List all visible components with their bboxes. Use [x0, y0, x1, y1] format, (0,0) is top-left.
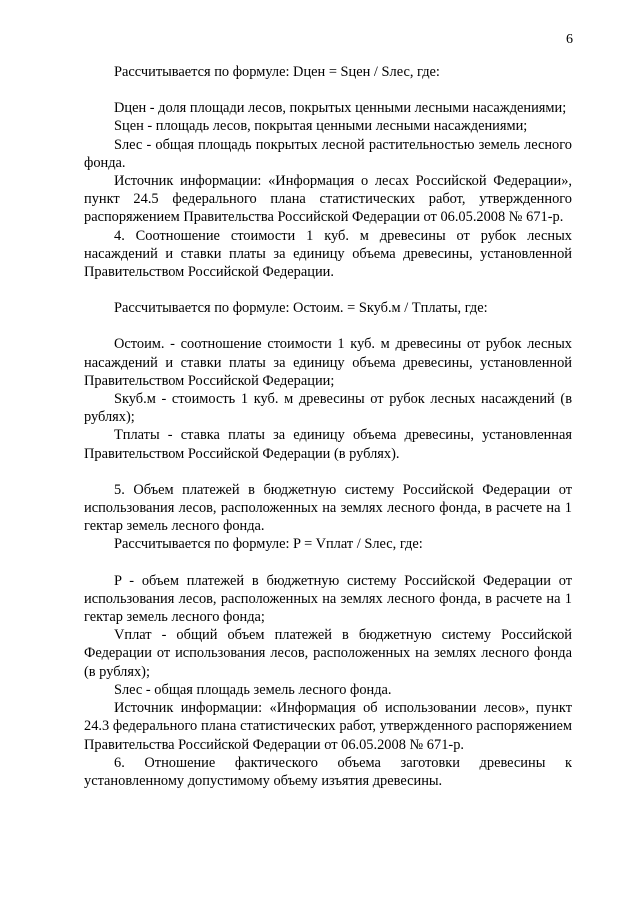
spacer: [84, 81, 572, 99]
page-number: 6: [566, 32, 573, 47]
definition: Sлес - общая площадь покрытых лесной растительностью земель лесного фонда.: [84, 136, 572, 171]
formula-line: Рассчитывается по формуле: Oстоим. = Sкуб.м / Tплаты, где:: [114, 300, 488, 317]
source-note: Источник информации: «Информация об использовании лесов», пункт 24.3 федерального плана статистических работ, утвержденного распоряжением Правительства Российской Федерации от 06.05.2008 № 671-р.: [84, 700, 572, 753]
definition: Sцен - площадь лесов, покрытая ценными лесными насаждениями;: [114, 118, 528, 135]
formula-line: Рассчитывается по формуле: Dцен = Sцен / Sлес, где:: [114, 64, 440, 80]
spacer: [84, 281, 572, 299]
spacer: [84, 317, 572, 335]
formula-line: Рассчитывается по формуле: P = Vплат / Sлес, где:: [114, 536, 423, 553]
definition: Sлес - общая площадь земель лесного фонда.: [114, 681, 392, 698]
definition: Tплаты - ставка платы за единицу объема древесины, установленная Правительством Российской Федерации (в рублях).: [84, 427, 572, 462]
indicator-title: 4. Соотношение стоимости 1 куб. м древесины от рубок лесных насаждений и ставки платы за единицу объема древесины, установленной Правительством Российской Федерации.: [84, 227, 572, 281]
definition: Oстоим. - соотношение стоимости 1 куб. м древесины от рубок лесных насаждений и ставки платы за единицу объема древесины, установленной Правительством Российской Федерации;: [84, 336, 572, 389]
spacer: [84, 554, 572, 572]
indicator-title: 5. Объем платежей в бюджетную систему Российской Федерации от использования лесов, расположенных на землях лесного фонда, в расчете на 1 гектар земель лесного фонда.: [84, 481, 572, 535]
definition: Sкуб.м - стоимость 1 куб. м древесины от рубок лесных насаждений (в рублях);: [84, 391, 572, 426]
source-note: Источник информации: «Информация о лесах Российской Федерации», пункт 24.5 федерального плана статистических работ, утвержденного распоряжением Правительства Российской Федерации от 06.05.2008 № 671-р.: [84, 173, 572, 226]
spacer: [84, 463, 572, 481]
indicator-title: 6. Отношение фактического объема заготовки древесины к установленному допустимому объему изъятия древесины.: [84, 754, 572, 789]
definition: P - объем платежей в бюджетную систему Российской Федерации от использования лесов, расположенных на землях лесного фонда, в расчете на 1 гектар земель лесного фонда;: [84, 572, 572, 626]
definition: Dцен - доля площади лесов, покрытых ценными лесными насаждениями;: [114, 100, 567, 117]
definition: Vплат - общий объем платежей в бюджетную систему Российской Федерации от использования лесов, расположенных на землях лесного фонда (в рублях);: [84, 627, 572, 680]
document-body: [84, 63, 572, 790]
